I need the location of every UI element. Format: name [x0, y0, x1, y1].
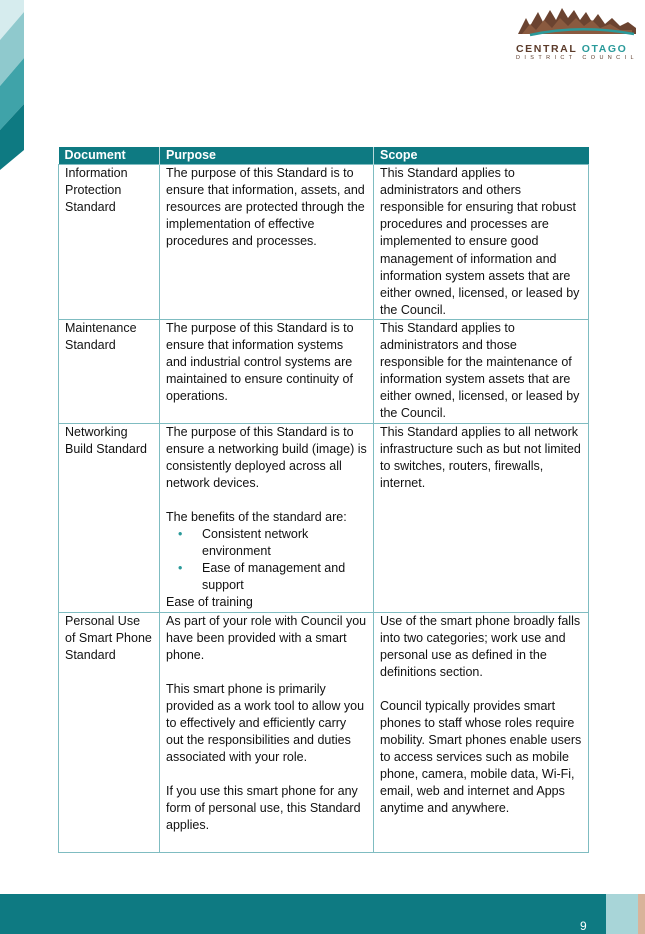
footer-bar	[0, 894, 606, 934]
cell-document: Information Protection Standard	[59, 165, 160, 320]
purpose-paragraph: The benefits of the standard are:	[166, 509, 347, 524]
council-logo	[510, 4, 645, 60]
list-item: • Ease of management and support	[166, 560, 367, 594]
purpose-paragraph: If you use this smart phone for any form of personal use, this Standard applies.	[166, 784, 361, 833]
purpose-paragraph: The purpose of this Standard is to ensure a networking build (image) is consistently deployed across all network devices.	[166, 424, 367, 490]
cell-purpose	[160, 423, 374, 612]
cell-scope: This Standard applies to administrators and others responsible for ensuring that robust procedures and processes are implemented to ensure good management of information and information system assets that are either owned, licensed, or leased by the Council.	[374, 165, 589, 320]
mountain-logo-icon	[510, 4, 640, 40]
table-row	[59, 165, 589, 320]
cell-scope: This Standard applies to administrators and those responsible for the maintenance of information system assets that are either owned, licensed, or leased by the Council.	[374, 319, 589, 423]
benefits-list	[166, 526, 367, 594]
brand-otago: OTAGO	[581, 43, 628, 55]
cell-purpose	[160, 612, 374, 852]
header-purpose: Purpose	[160, 147, 374, 165]
page-number: 9	[580, 919, 587, 933]
left-decoration-stripes	[0, 0, 24, 170]
header-scope: Scope	[374, 147, 589, 165]
standards-table	[58, 147, 589, 853]
cell-purpose: The purpose of this Standard is to ensure that information systems and industrial control systems are maintained to ensure continuity of operations.	[160, 319, 374, 423]
purpose-paragraph: As part of your role with Council you have been provided with a smart phone.	[166, 613, 367, 662]
cell-purpose: The purpose of this Standard is to ensure that information, assets, and resources are protected through the implementation of effective procedures and processes.	[160, 165, 374, 320]
brand-subtitle: DISTRICT COUNCIL	[516, 55, 638, 61]
footer-accent-tan	[638, 894, 645, 934]
cell-document: Maintenance Standard	[59, 319, 160, 423]
cell-scope	[374, 612, 589, 852]
footer-accent-light	[606, 894, 638, 934]
table-row	[59, 612, 589, 852]
cell-document: Networking Build Standard	[59, 423, 160, 612]
table-header-row	[59, 147, 589, 165]
purpose-paragraph: Ease of training	[166, 595, 253, 610]
brand-central: CENTRAL	[516, 43, 578, 55]
scope-paragraph: Use of the smart phone broadly falls into two categories; work use and personal use as defined in the definitions section.	[380, 613, 581, 679]
cell-document: Personal Use of Smart Phone Standard	[59, 612, 160, 852]
table-row	[59, 423, 589, 612]
cell-scope: This Standard applies to all network infrastructure such as but not limited to switches, routers, firewalls, internet.	[374, 423, 589, 612]
purpose-paragraph: This smart phone is primarily provided as a work tool to allow you to effectively and efficiently carry out the responsibilities and duties associated with your role.	[166, 681, 365, 765]
table-row	[59, 319, 589, 423]
header-document: Document	[59, 147, 160, 165]
list-item: • Consistent network environment	[166, 526, 367, 560]
scope-paragraph: Council typically provides smart phones to staff whose roles require mobility. Smart phones enable users to access services such as mobile phone, camera, mobile data, Wi-Fi, email, web and internet and Apps anytime and anywhere.	[380, 698, 582, 816]
